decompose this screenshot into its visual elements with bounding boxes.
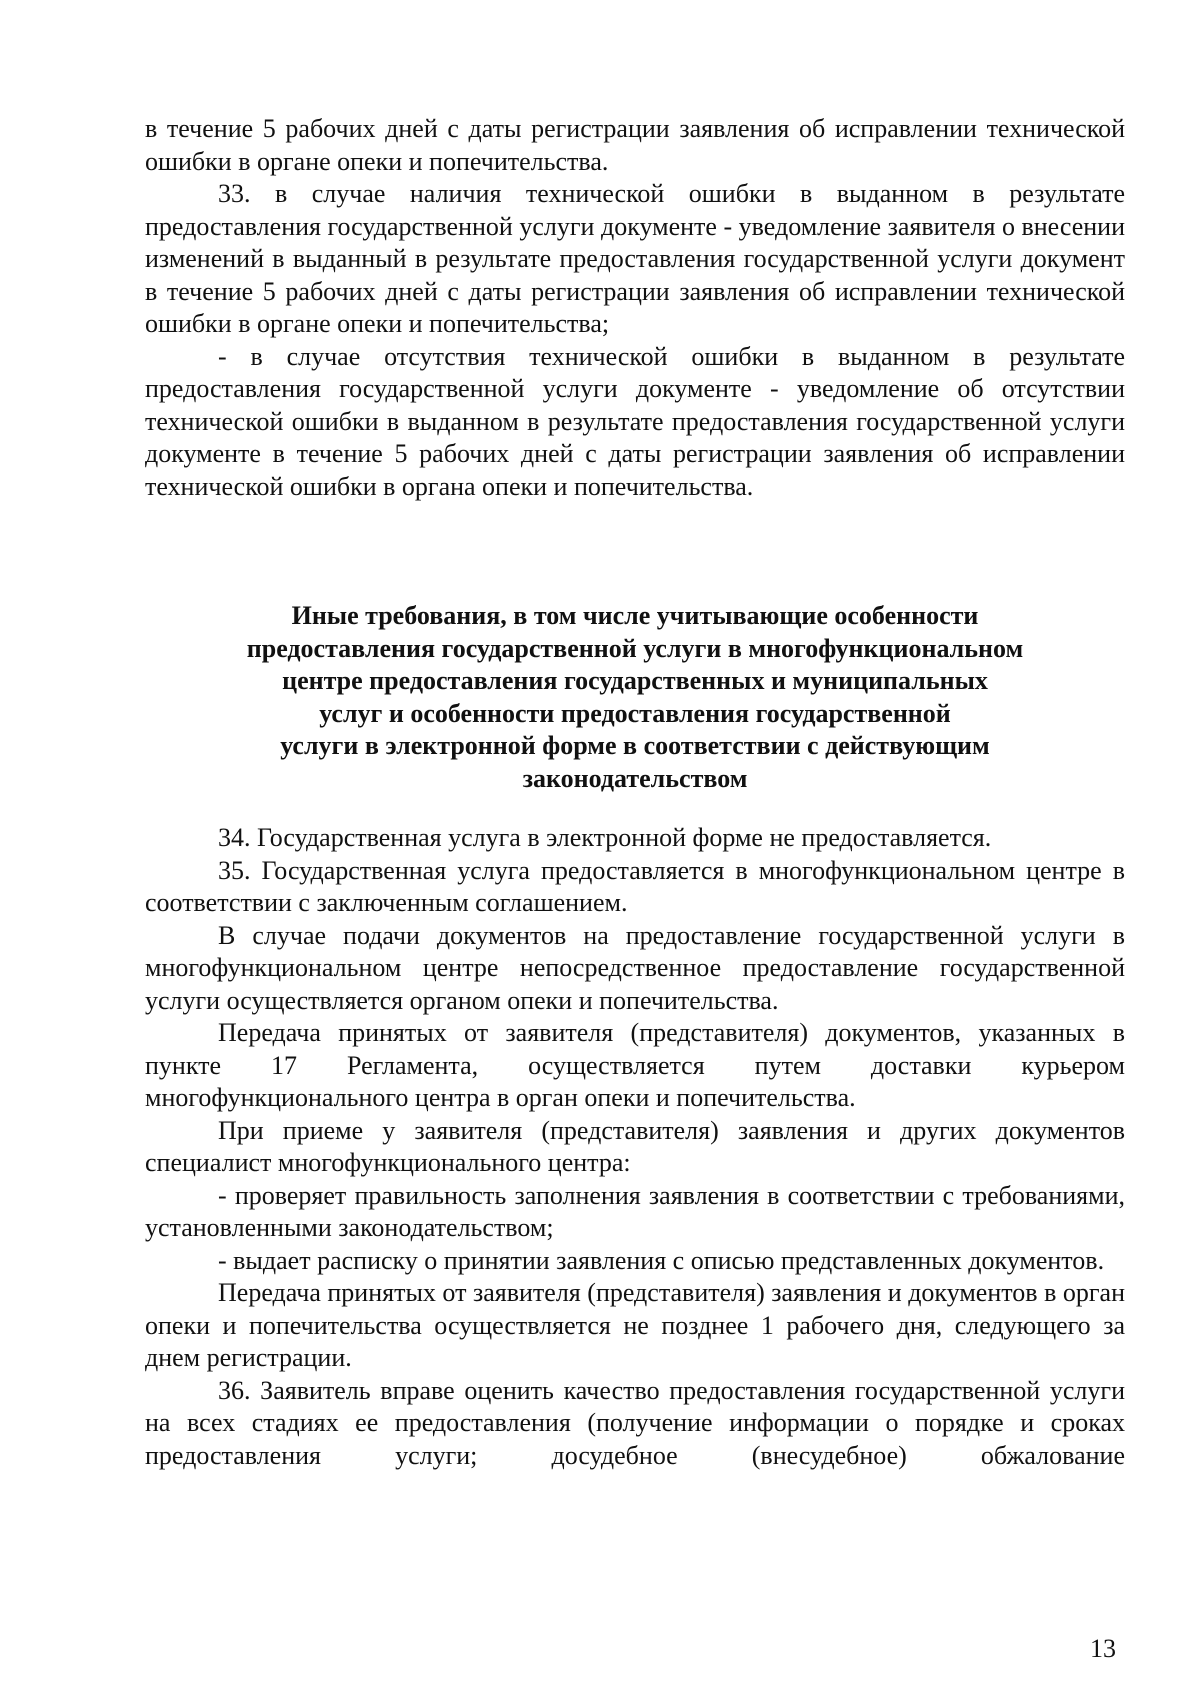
page-number: 13	[1090, 1634, 1116, 1663]
heading-line: предоставления государственной услуги в многофункциональном	[246, 633, 1024, 663]
heading-line: услуг и особенности предоставления государственной	[319, 698, 951, 728]
paragraph-transfer-deadline: Передача принятых от заявителя (представителя) заявления и документов в орган опеки и попечительства осуществляется не позднее 1 рабочего дня, следующего за днем регистрации.	[145, 1278, 1125, 1372]
paragraph-item-34: 34. Государственная услуга в электронной форме не предоставляется.	[218, 823, 992, 852]
paragraph-item-36: 36. Заявитель вправе оценить качество предоставления государственной услуги на всех стадиях ее предоставления (получение информации о порядке и сроках предоставления услуги; досудебное (внесудебное) обжалование	[145, 1375, 1125, 1470]
section-heading	[145, 600, 1125, 795]
paragraph-courier-transfer: Передача принятых от заявителя (представителя) документов, указанных в пункте 17 Регламента, осуществляется путем доставки курьером многофункционального центра в орган опеки и попечительства.	[145, 1018, 1125, 1112]
paragraph-issue-receipt: - выдает расписку о принятии заявления с описью представленных документов.	[218, 1245, 1105, 1275]
paragraph-item-35: 35. Государственная услуга предоставляется в многофункциональном центре в соответствии с заключенным соглашением.	[145, 855, 1125, 917]
heading-line: центре предоставления государственных и муниципальных	[282, 666, 988, 695]
paragraph-continuation: в течение 5 рабочих дней с даты регистрации заявления об исправлении технической ошибки в органе опеки и попечительства.	[145, 114, 1125, 176]
page-content	[145, 113, 1125, 1472]
heading-line: услуги в электронной форме в соответствии с действующим	[280, 731, 990, 760]
paragraph-check-form: - проверяет правильность заполнения заявления в соответствии с требованиями, установленными законодательством;	[145, 1180, 1125, 1242]
paragraph-mfc-submission: В случае подачи документов на предоставление государственной услуги в многофункциональном центре непосредственное предоставление государственной услуги осуществляется органом опеки и попечительства.	[145, 920, 1125, 1015]
paragraph-specialist-intake: При приеме у заявителя (представителя) заявления и других документов специалист многофункционального центра:	[145, 1115, 1125, 1177]
heading-line: Иные требования, в том числе учитывающие особенности	[291, 601, 979, 630]
paragraph-item-33: 33. в случае наличия технической ошибки в выданном в результате предоставления государственной услуги документе - уведомление заявителя о внесении изменений в выданный в результате предоставления государственной услуги документ в течение 5 рабочих дней с даты регистрации заявления об исправлении технической ошибки в органе опеки и попечительства;	[145, 179, 1125, 338]
heading-line: законодательством	[522, 763, 748, 793]
paragraph-no-error: - в случае отсутствия технической ошибки в выданном в результате предоставления государственной услуги документе - уведомление об отсутствии технической ошибки в выданном в результате предоставления государственной услуги документе в течение 5 рабочих дней с даты регистрации заявления об исправлении технической ошибки в органа опеки и попечительства.	[145, 341, 1125, 501]
